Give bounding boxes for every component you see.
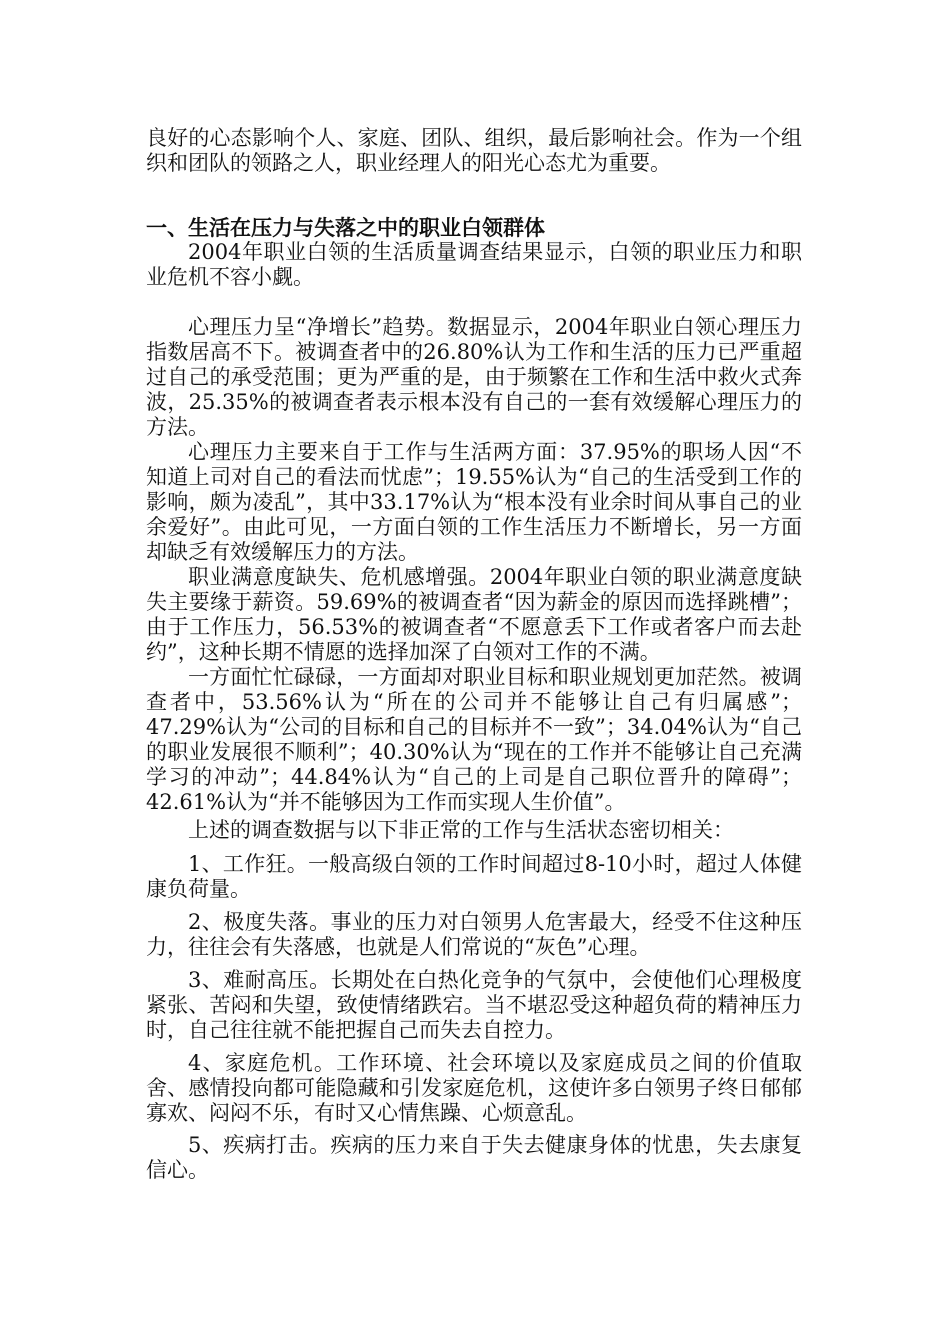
- career-goals-paragraph: 一方面忙忙碌碌，一方面却对职业目标和职业规划更加茫然。被调查者中，53.56%认为“所在的公司并不能够让自己有归属感”；47.29%认为“公司的目标和自己的目标并不一致”；34.04%认为“自己的职业发展很不顺利”；40.30%认为“现在的工作并不能够让自己充满学习的冲动”；44.84%认为“自己的上司是自己职位晋升的障碍”；42.61%认为“并不能够因为工作而实现人生价值”。: [146, 665, 802, 814]
- related-state-paragraph: 上述的调查数据与以下非正常的工作与生活状态密切相关：: [188, 818, 734, 842]
- survey-intro-paragraph: 2004年职业白领的生活质量调查结果显示，白领的职业压力和职业危机不容小觑。: [146, 240, 802, 289]
- list-item-illness: 5、疾病打击。疾病的压力来自于失去健康身体的忧患，失去康复信心。: [146, 1133, 802, 1182]
- satisfaction-paragraph: 职业满意度缺失、危机感增强。2004年职业白领的职业满意度缺失主要缘于薪资。59.69%的被调查者“因为薪金的原因而选择跳槽”；由于工作压力，56.53%的被调查者“不愿意丢下工作或者客户而去赴约”，这种长期不情愿的选择加深了白领对工作的不满。: [146, 565, 802, 664]
- intro-paragraph: 良好的心态影响个人、家庭、团队、组织，最后影响社会。作为一个组织和团队的领路之人，职业经理人的阳光心态尤为重要。: [146, 126, 802, 175]
- list-item-workaholic: 1、工作狂。一般高级白领的工作时间超过8-10小时，超过人体健康负荷量。: [146, 852, 802, 901]
- section-heading: 一、生活在压力与失落之中的职业白领群体: [146, 216, 545, 240]
- list-item-frustration: 2、极度失落。事业的压力对白领男人危害最大，经受不住这种压力，往往会有失落感，也就是人们常说的“灰色”心理。: [146, 910, 802, 959]
- list-item-high-pressure: 3、难耐高压。长期处在白热化竞争的气氛中，会使他们心理极度紧张、苦闷和失望，致使情绪跌宕。当不堪忍受这种超负荷的精神压力时，自己往往就不能把握自己而失去自控力。: [146, 968, 802, 1042]
- pressure-growth-paragraph: 心理压力呈“净增长”趋势。数据显示，2004年职业白领心理压力指数居高不下。被调查者中的26.80%认为工作和生活的压力已严重超过自己的承受范围；更为严重的是，由于频繁在工作和生活中救火式奔波，25.35%的被调查者表示根本没有自己的一套有效缓解心理压力的方法。: [146, 315, 802, 439]
- list-item-family-crisis: 4、家庭危机。工作环境、社会环境以及家庭成员之间的价值取舍、感情投向都可能隐藏和引发家庭危机，这使许多白领男子终日郁郁寡欢、闷闷不乐，有时又心情焦躁、心烦意乱。: [146, 1051, 802, 1125]
- pressure-source-paragraph: 心理压力主要来自于工作与生活两方面：37.95%的职场人因“不知道上司对自己的看法而忧虑”；19.55%认为“自己的生活受到工作的影响，颇为凌乱”，其中33.17%认为“根本没有业余时间从事自己的业余爱好”。由此可见，一方面白领的工作生活压力不断增长，另一方面却缺乏有效缓解压力的方法。: [146, 440, 802, 564]
